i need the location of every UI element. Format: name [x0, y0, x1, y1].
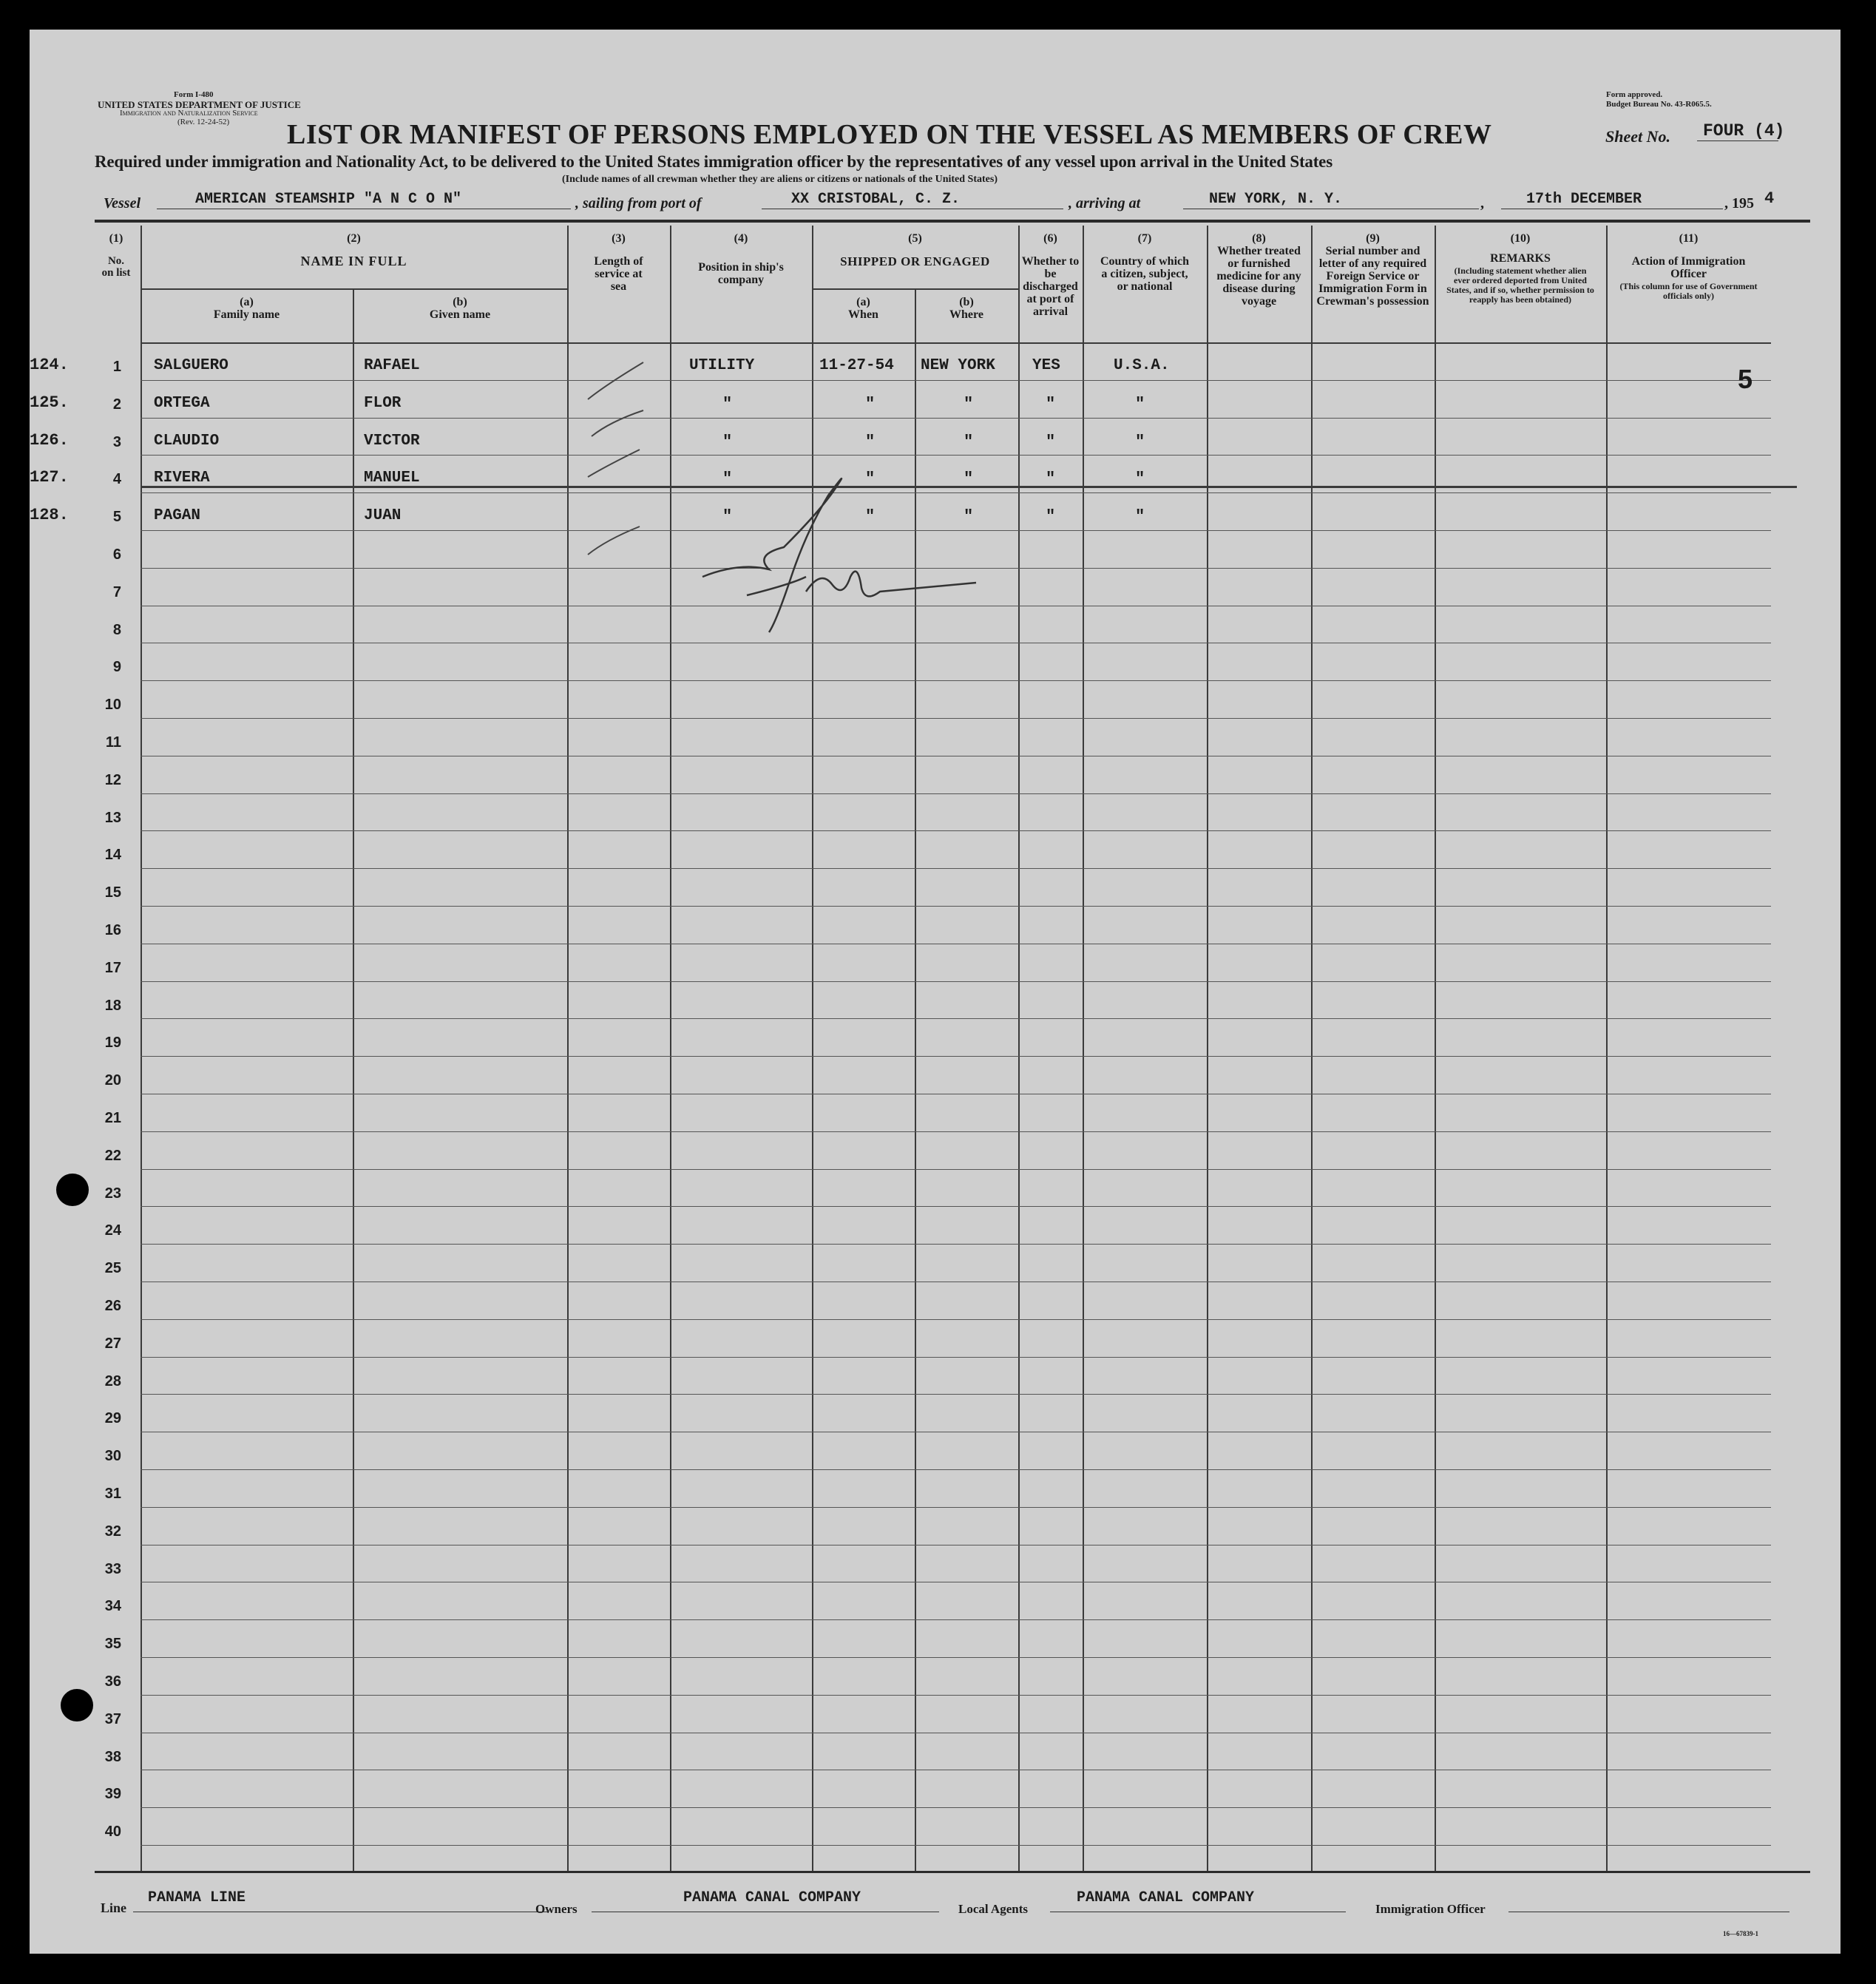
service: Immigration and Naturalization Service: [120, 109, 258, 118]
arrival-date: 17th DECEMBER: [1526, 191, 1642, 208]
table-row: [140, 718, 1771, 719]
row-number: 38: [104, 1748, 121, 1765]
col9-header: (9) Serial number and letter of any required Foreign Service or Immigration Form in Crewman's possession: [1316, 232, 1429, 308]
year-prefix: , 195: [1724, 195, 1754, 211]
row-number: 4: [112, 471, 121, 488]
sheet-underline: [1697, 140, 1778, 141]
col-divider-7: [1207, 226, 1208, 1871]
vessel-label: Vessel: [104, 195, 140, 211]
col-divider-5: [1018, 226, 1020, 1871]
given-name: FLOR: [364, 394, 402, 412]
year-suffix: 4: [1764, 189, 1775, 208]
table-row: [140, 1169, 1771, 1170]
row-number: 27: [104, 1335, 121, 1352]
col5-header: (5) SHIPPED OR ENGAGED: [840, 232, 990, 268]
row-number: 10: [104, 697, 121, 714]
line-label: Line: [101, 1900, 127, 1915]
row-number: 16: [104, 922, 121, 938]
col-divider-6: [1083, 226, 1084, 1871]
row-number: 1: [112, 359, 121, 375]
row-number: 39: [104, 1786, 121, 1803]
col5a-header: (a) When: [848, 296, 878, 321]
punch-hole-lower: [61, 1689, 93, 1721]
country: ": [1135, 507, 1145, 527]
shipped-where: ": [964, 507, 974, 527]
col-divider-2a: [353, 288, 354, 1871]
row-number: 22: [104, 1147, 121, 1164]
given-name: MANUEL: [364, 470, 420, 487]
shipped-where: NEW YORK: [921, 357, 995, 374]
col8-header: (8) Whether treated or furnished medicine for any disease during voyage: [1216, 232, 1301, 308]
table-row: [140, 455, 1771, 456]
check-marks: [577, 355, 666, 562]
table-row: [140, 1845, 1771, 1846]
col2-header: (2) NAME IN FULL: [300, 232, 407, 268]
form-number: Form I-480: [174, 90, 214, 99]
header-bottom-line: [140, 342, 1771, 344]
table-row: [140, 981, 1771, 982]
table-row: [140, 906, 1771, 907]
col6-header: (6) Whether to be discharged at port of arrival: [1021, 232, 1080, 318]
col4-header: (4) Position in ship's company: [698, 232, 784, 286]
owners-value: PANAMA CANAL COMPANY: [683, 1889, 861, 1906]
row-number: 17: [104, 959, 121, 976]
sheet-value: FOUR (4): [1703, 121, 1785, 140]
row-number: 25: [104, 1260, 121, 1277]
shipped-when: ": [865, 394, 876, 413]
officer-mark: 5: [1738, 364, 1753, 394]
row-number: 34: [104, 1598, 121, 1615]
table-row: [140, 1319, 1771, 1320]
print-code: 16—67839-1: [1723, 1930, 1758, 1937]
entry-prefix-number: 126.: [30, 430, 69, 450]
vessel-name: AMERICAN STEAMSHIP "A N C O N": [195, 191, 462, 208]
discharged: YES: [1032, 357, 1060, 374]
discharged: ": [1046, 470, 1056, 489]
punch-hole-upper: [56, 1174, 89, 1206]
given-name: RAFAEL: [364, 357, 420, 374]
table-row: [140, 1056, 1771, 1057]
department: UNITED STATES DEPARTMENT OF JUSTICE: [98, 99, 301, 110]
country: U.S.A.: [1114, 357, 1170, 374]
table-row: [140, 830, 1771, 831]
position: ": [722, 432, 733, 451]
col10-header: (10) REMARKS (Including statement whether alien ever ordered deported from United States, and if so, whether permission to reapply has been obtained): [1446, 232, 1594, 305]
table-bottom-border: [95, 1871, 1810, 1873]
sailing-port: XX CRISTOBAL, C. Z.: [791, 191, 961, 208]
row-number: 31: [104, 1486, 121, 1502]
table-row: [140, 1657, 1771, 1658]
table-row: [140, 1507, 1771, 1508]
row-number: 33: [104, 1560, 121, 1577]
row-number: 20: [104, 1072, 121, 1089]
table-row: [140, 1131, 1771, 1132]
shipped-header-underline: [812, 288, 1018, 290]
sailing-label: , sailing from port of: [575, 195, 702, 211]
form-note: (Include names of all crewman whether they are aliens or citizens or nationals of the United States): [562, 174, 998, 185]
row-number: 5: [112, 509, 121, 526]
row-number: 30: [104, 1448, 121, 1465]
col2a-header: (a) Family name: [213, 296, 280, 321]
family-name: SALGUERO: [154, 357, 228, 374]
row-number: 35: [104, 1636, 121, 1653]
given-name: JUAN: [364, 507, 402, 525]
table-row: [140, 680, 1771, 681]
row-number: 21: [104, 1110, 121, 1126]
country: ": [1135, 394, 1145, 413]
col1-header: (1) No. on list: [101, 232, 131, 279]
family-name: ORTEGA: [154, 394, 210, 412]
row-number: 7: [112, 583, 121, 600]
row-number: 28: [104, 1372, 121, 1389]
row-number: 19: [104, 1035, 121, 1052]
position: ": [722, 470, 733, 489]
discharged: ": [1046, 432, 1056, 451]
row-number: 32: [104, 1523, 121, 1540]
table-row: [140, 1018, 1771, 1019]
country: ": [1135, 432, 1145, 451]
position: UTILITY: [689, 357, 755, 374]
col3-header: (3) Length of service at sea: [594, 232, 643, 293]
table-row: [140, 1619, 1771, 1620]
position: ": [722, 394, 733, 413]
row-number: 18: [104, 997, 121, 1014]
shipped-when: 11-27-54: [819, 357, 894, 374]
signature-scrawl: [695, 466, 991, 643]
col11-header: (11) Action of Immigration Officer (This column for use of Government officials only): [1619, 232, 1758, 301]
col-divider-10: [1606, 226, 1608, 1871]
shipped-when: ": [865, 507, 876, 527]
sheet-label: Sheet No.: [1605, 127, 1670, 146]
table-row: [140, 380, 1771, 381]
form-subtitle: Required under immigration and Nationality Act, to be delivered to the United States immigration officer by the representatives of any vessel upon arrival in the United States: [95, 152, 1332, 171]
name-header-underline: [140, 288, 567, 290]
row-number: 14: [104, 847, 121, 864]
discharged: ": [1046, 394, 1056, 413]
form-title: LIST OR MANIFEST OF PERSONS EMPLOYED ON THE VESSEL AS MEMBERS OF CREW: [287, 119, 1492, 150]
row-number: 29: [104, 1410, 121, 1427]
manifest-sheet: [30, 30, 1841, 1954]
family-name: PAGAN: [154, 507, 201, 525]
entry-prefix-number: 124.: [30, 356, 69, 374]
family-name: CLAUDIO: [154, 432, 220, 450]
owners-label: Owners: [535, 1902, 578, 1916]
table-row: [140, 1206, 1771, 1207]
row-number: 40: [104, 1824, 121, 1841]
table-row: [140, 793, 1771, 794]
shipped-when: ": [865, 470, 876, 489]
row-number: 26: [104, 1298, 121, 1314]
form-approval: Form approved.: [1606, 90, 1663, 99]
row-number: 12: [104, 771, 121, 788]
family-name: RIVERA: [154, 470, 210, 487]
shipped-when: ": [865, 432, 876, 451]
col-divider-1: [140, 226, 142, 1871]
row-number: 23: [104, 1185, 121, 1202]
table-row: [140, 1695, 1771, 1696]
entry-prefix-number: 128.: [30, 506, 69, 525]
row-number: 36: [104, 1673, 121, 1690]
col7-header: (7) Country of which a citizen, subject, or national: [1100, 232, 1190, 293]
table-row: [140, 418, 1771, 419]
shipped-where: ": [964, 394, 974, 413]
budget-bureau: Budget Bureau No. 43-R065.5.: [1606, 100, 1712, 109]
position: ": [722, 507, 733, 527]
row-number: 15: [104, 884, 121, 901]
entry-prefix-number: 125.: [30, 393, 69, 412]
row-number: 3: [112, 433, 121, 450]
arriving-label: , arriving at: [1069, 195, 1141, 211]
row-number: 2: [112, 396, 121, 413]
arriving-port: NEW YORK, N. Y.: [1209, 191, 1343, 208]
row-number: 13: [104, 809, 121, 826]
table-row: [140, 1244, 1771, 1245]
entry-prefix-number: 127.: [30, 468, 69, 487]
line-value: PANAMA LINE: [148, 1889, 246, 1906]
row-number: 9: [112, 659, 121, 676]
col-divider-8: [1311, 226, 1313, 1871]
row-number: 11: [105, 734, 121, 751]
col2b-header: (b) Given name: [429, 296, 491, 321]
date-comma: ,: [1480, 195, 1484, 211]
officer-label: Immigration Officer: [1375, 1902, 1486, 1916]
table-row: [140, 1807, 1771, 1808]
agents-label: Local Agents: [958, 1902, 1028, 1916]
col-divider-9: [1435, 226, 1436, 1871]
table-row: [140, 1469, 1771, 1470]
row-number: 24: [104, 1222, 121, 1239]
agents-value: PANAMA CANAL COMPANY: [1077, 1889, 1255, 1906]
given-name: VICTOR: [364, 432, 420, 450]
col-divider-3: [670, 226, 671, 1871]
revision: (Rev. 12-24-52): [177, 118, 230, 126]
table-row: [140, 1357, 1771, 1358]
table-row: [140, 868, 1771, 869]
shipped-where: ": [964, 432, 974, 451]
row-number: 8: [112, 621, 121, 638]
col-divider-2: [567, 226, 569, 1871]
shipped-where: ": [964, 470, 974, 489]
table-row: [140, 1394, 1771, 1395]
row-number: 37: [104, 1710, 121, 1727]
country: ": [1135, 470, 1145, 489]
row-number: 6: [112, 546, 121, 563]
discharged: ": [1046, 507, 1056, 527]
col5b-header: (b) Where: [949, 296, 983, 321]
table-top-border: [95, 220, 1810, 223]
